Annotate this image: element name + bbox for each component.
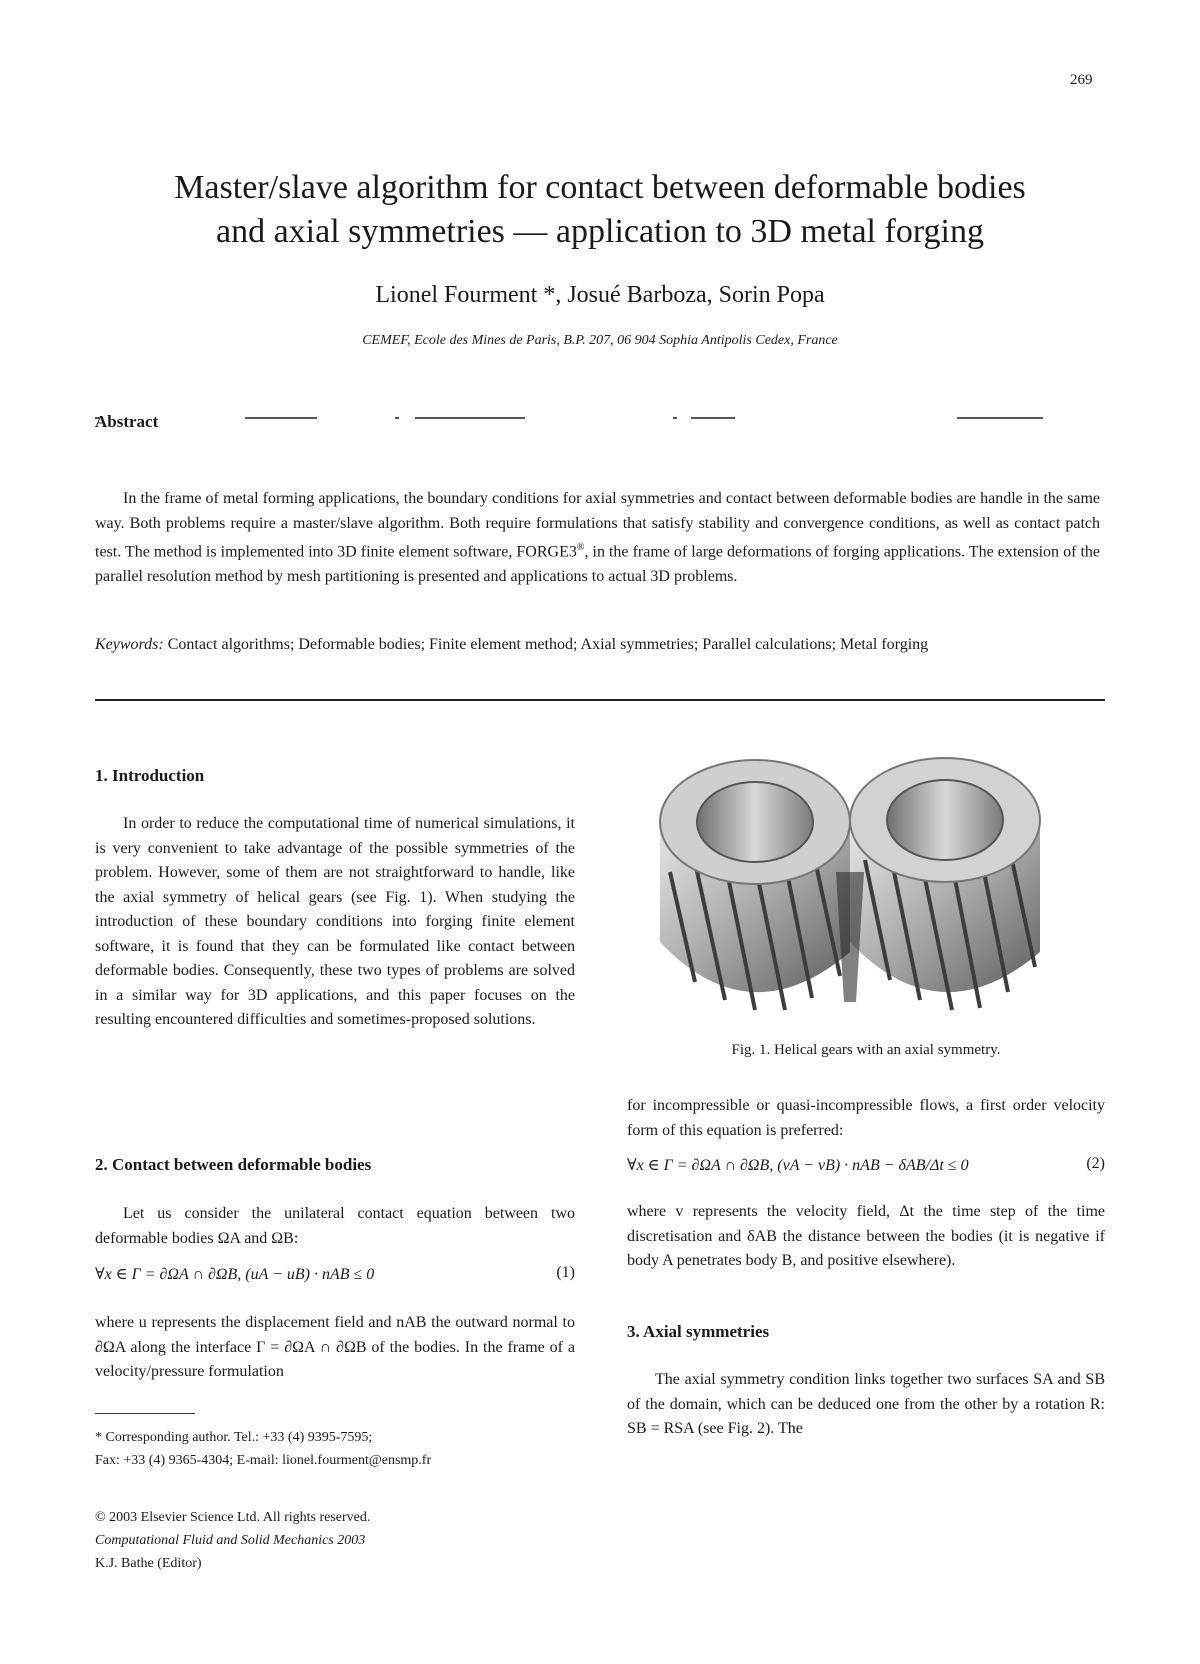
copyright: © 2003 Elsevier Science Ltd. All rights reserved. (95, 1510, 371, 1525)
equation-1: ∀x ∈ Γ = ∂ΩA ∩ ∂ΩB, (uA − uB) · nAB ≤ 0 (1) (95, 1264, 575, 1283)
paper-title (60, 166, 1140, 254)
footnote-line-1: * Corresponding author. Tel.: +33 (4) 9395-7595; (95, 1430, 373, 1445)
abstract-heading: Abstract (95, 412, 159, 431)
section-1-body: In order to reduce the computational time of numerical simulations, it is very convenient to take advantage of the possible symmetries of the problem. However, some of them are not straightforward to handle, like the axial symmetry of helical gears (see Fig. 1). When studying the introduction of these boundary conditions into forging finite element software, it is found that they can be formulated like contact between deformable bodies. Consequently, these two types of problems are solved in a similar way for 3D applications, and this paper focuses on the resulting encountered difficulties and sometimes-proposed solutions. (95, 815, 575, 1028)
editor: K.J. Bathe (Editor) (95, 1556, 202, 1571)
section-2-body: where u represents the displacement field and nAB the outward normal to ∂ΩA along the interface Γ = ∂ΩA ∩ ∂ΩB of the bodies. In the frame of a velocity/pressure formulation (95, 1314, 575, 1380)
title-line-2: and axial symmetries — application to 3D metal forging (216, 213, 984, 250)
abstract-body: In the frame of metal forming applications, the boundary conditions for axial symmetries and contact between deformable bodies are handle in the same way. Both problems require a master/slave algorithm. Both require formulations that satisfy stability and convergence conditions, as well as contact patch test. The method is implemented into 3D finite element software, FORGE3®, in the frame of large deformations of forging applications. The extension of the parallel resolution method by mesh partitioning is presented and applications to actual 3D problems. (95, 490, 1101, 585)
footnote (95, 1426, 575, 1472)
equation-2-number: (2) (1086, 1155, 1105, 1172)
figure-1-helical-gears (640, 752, 1060, 1032)
right-column-text-2: where v represents the velocity field, Δt the time step of the time discretisation and δAB the distance between the bodies (it is negative if body A penetrates body B, and positive elsewhere). (627, 1203, 1105, 1269)
helical-gears-image (640, 752, 1060, 1032)
section-3-body: The axial symmetry condition links together two surfaces SA and SB of the domain, which can be deduced one from the other by a rotation R: SB = RSA (see Fig. 2). The (627, 1371, 1105, 1437)
section-1-heading: 1. Introduction (95, 766, 205, 785)
equation-1-number: (1) (556, 1264, 575, 1281)
keywords-label: Keywords: (95, 636, 164, 653)
equation-2: ∀x ∈ Γ = ∂ΩA ∩ ∂ΩB, (vA − vB) · nAB − δAB/Δt ≤ 0 (2) (627, 1155, 1105, 1174)
page-number: 269 (1070, 72, 1093, 88)
keywords (95, 633, 1100, 658)
scan-dashes-divider (95, 417, 1105, 423)
footnote-line-2: Fax: +33 (4) 9365-4304; E-mail: lionel.fourment@ensmp.fr (95, 1453, 432, 1468)
section-2-intro: Let us consider the unilateral contact equation between two deformable bodies ΩA and ΩB: (95, 1205, 575, 1247)
section-2-heading: 2. Contact between deformable bodies (95, 1155, 372, 1174)
figure-1-caption: Fig. 1. Helical gears with an axial symmetry. (731, 1042, 1001, 1058)
right-column-text-1: for incompressible or quasi-incompressible flows, a first order velocity form of this equation is preferred: (627, 1097, 1105, 1139)
footnote-rule (95, 1413, 195, 1414)
header-rule (95, 699, 1105, 701)
publication-info (95, 1506, 575, 1575)
keywords-list: Contact algorithms; Deformable bodies; Finite element method; Axial symmetries; Parallel calculations; Metal forging (167, 636, 929, 653)
authors: Lionel Fourment *, Josué Barboza, Sorin Popa (375, 282, 825, 308)
section-3-heading: 3. Axial symmetries (627, 1322, 770, 1341)
journal-name: Computational Fluid and Solid Mechanics 2003 (95, 1533, 366, 1548)
title-line-1: Master/slave algorithm for contact between deformable bodies (174, 169, 1026, 206)
affiliation: CEMEF, Ecole des Mines de Paris, B.P. 207, 06 904 Sophia Antipolis Cedex, France (362, 333, 838, 348)
